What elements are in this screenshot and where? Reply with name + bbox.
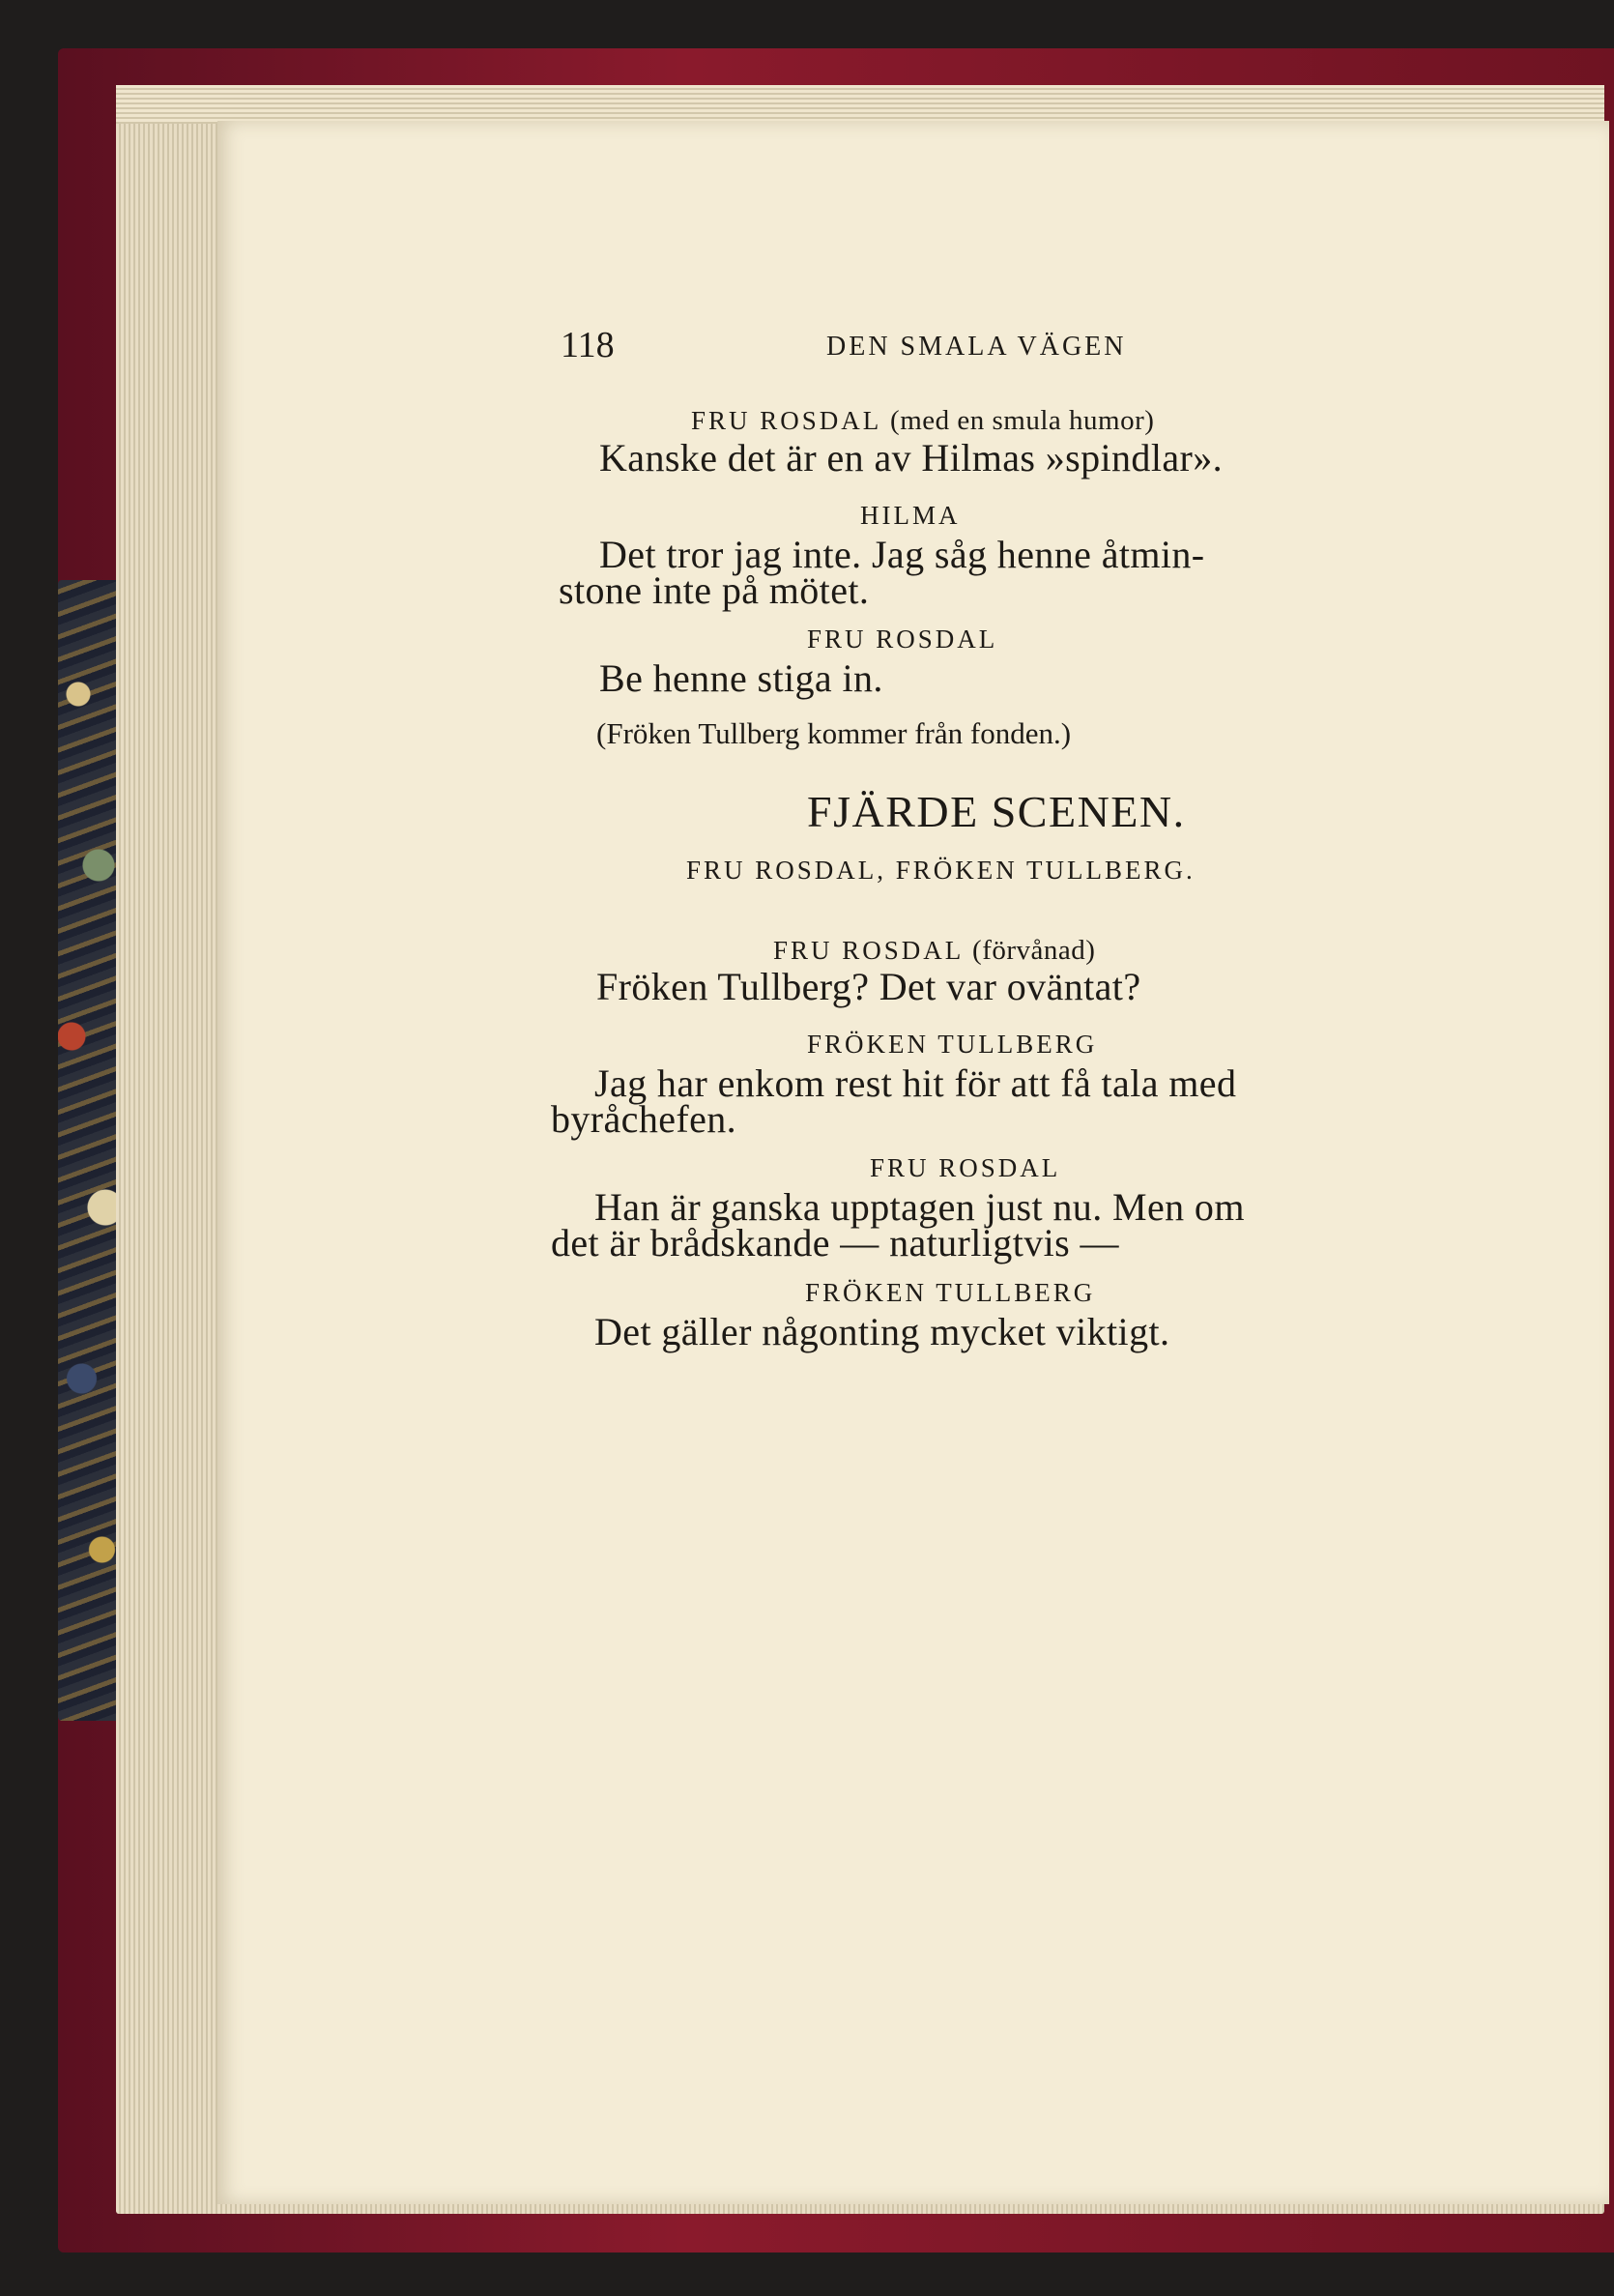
- dialogue-line: Det tror jag inte. Jag såg henne åtmin-: [599, 533, 1205, 576]
- stage-direction: (Fröken Tullberg kommer från fonden.): [596, 716, 1072, 750]
- speaker-name: [691, 405, 1154, 437]
- dialogue-line: stone inte på mötet.: [559, 568, 870, 612]
- scene-characters: FRU ROSDAL, FRÖKEN TULLBERG.: [686, 856, 1196, 885]
- dialogue-line: Han är ganska upptagen just nu. Men om: [594, 1185, 1245, 1229]
- speaker-name: FRU ROSDAL: [870, 1153, 1061, 1182]
- speaker-name: FRÖKEN TULLBERG: [807, 1030, 1098, 1059]
- dialogue-line: Det gäller någonting mycket viktigt.: [594, 1310, 1170, 1353]
- dialogue-line: Fröken Tullberg? Det var oväntat?: [596, 965, 1141, 1008]
- speaker-label: FRU ROSDAL: [691, 406, 881, 435]
- speaker-note: (förvånad): [972, 935, 1096, 966]
- dialogue-line: byråchefen.: [551, 1097, 737, 1141]
- speaker-name: FRU ROSDAL: [807, 625, 998, 654]
- running-head: DEN SMALA VÄGEN: [826, 332, 1127, 362]
- speaker-name: [773, 935, 1095, 967]
- dialogue-line: Kanske det är en av Hilmas »spindlar».: [599, 436, 1224, 480]
- speaker-name: HILMA: [860, 501, 961, 530]
- speaker-note: (med en smula humor): [890, 405, 1155, 436]
- book-page: [217, 121, 1609, 2204]
- top-page-edges: [116, 85, 1604, 124]
- dialogue-line: Jag har enkom rest hit för att få tala med: [594, 1061, 1237, 1105]
- dialogue-line: Be henne stiga in.: [599, 656, 883, 700]
- page-number: 118: [561, 325, 615, 365]
- speaker-label: FRU ROSDAL: [773, 936, 964, 965]
- dialogue-line: det är brådskande — naturligtvis —: [551, 1221, 1119, 1264]
- speaker-name: FRÖKEN TULLBERG: [805, 1278, 1096, 1307]
- scene-title: FJÄRDE SCENEN.: [807, 787, 1186, 836]
